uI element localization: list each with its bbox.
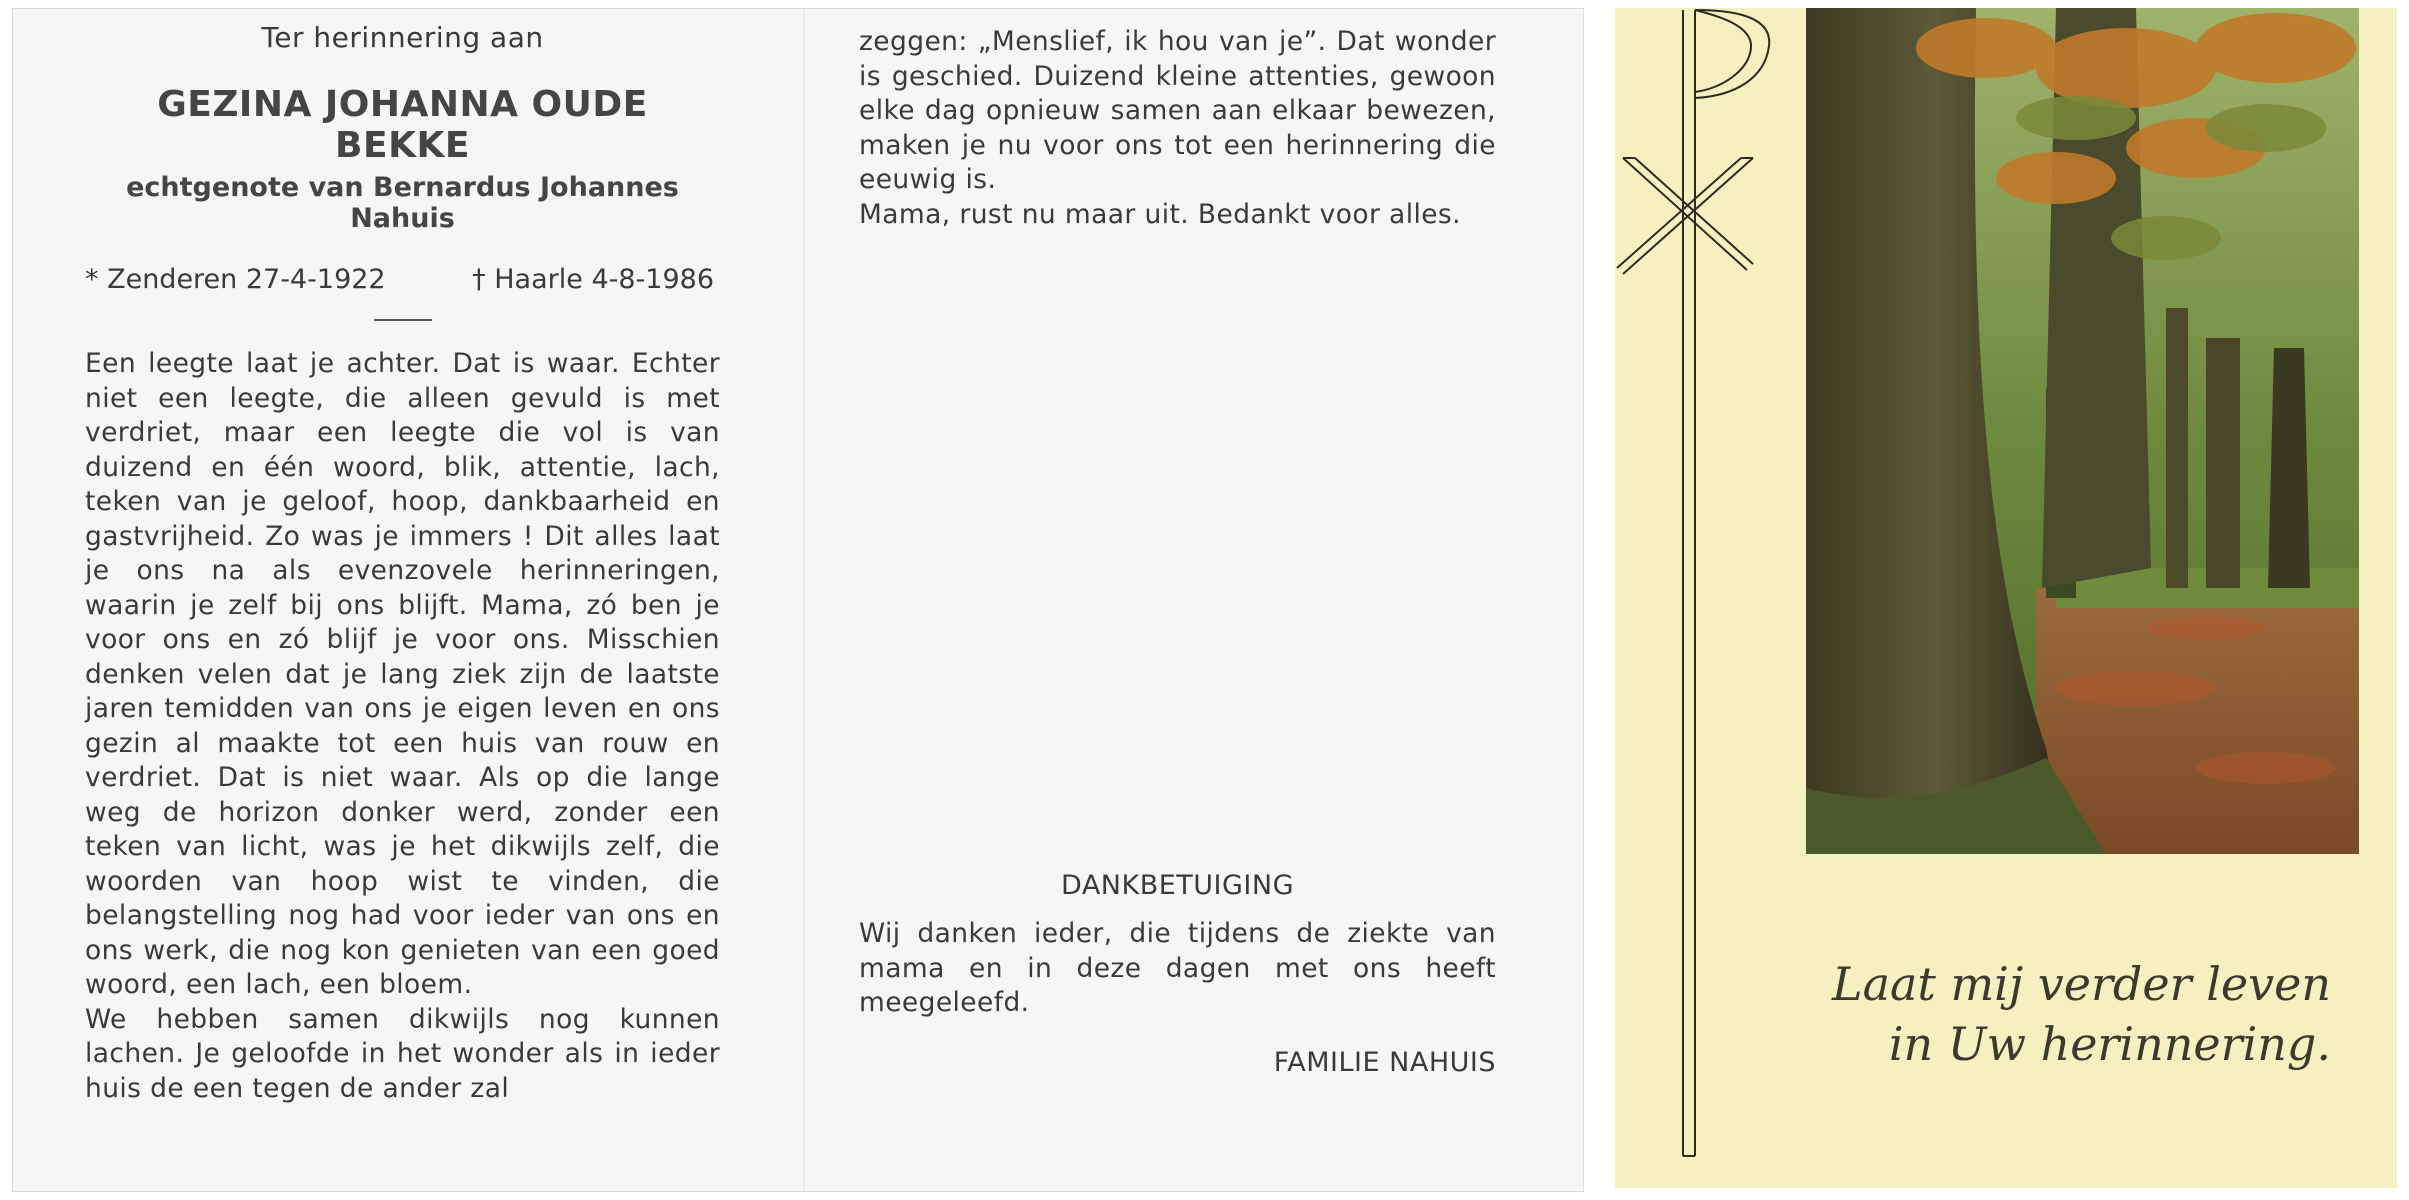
separator-line	[374, 319, 432, 321]
text-panel-right	[859, 9, 1496, 1078]
spouse-line: echtgenote van Bernardus Johannes Nahuis	[126, 172, 679, 234]
motto-line-1: Laat mij verder leven	[1832, 957, 2331, 1011]
motto-line-2: in Uw herinnering.	[1888, 1017, 2331, 1071]
paragraph: Een leegte laat je achter. Dat is waar. Echter niet een leegte, die alleen gevuld is met verdriet, maar een leegte die vol is van duizend en één woord, blik, attentie, lach, teken van je geloof, hoop, dankbaarheid en gastvrijheid. Zo was je immers ! Dit alles laat je ons na als evenzovele herinneringen, waarin je zelf bij ons blijft. Mama, zó ben je voor ons en zó blijf je voor ons. Misschien denken velen dat je lang ziek zijn de laatste jaren temidden van ons je eigen leven en ons gezin al maakte tot een huis van rouw en verdriet. Dat is niet waar. Als op die lange weg de horizon donker werd, zonder een teken van licht, was je het dikwijls zelf, die woorden van hoop wist te vinden, die belangstelling nog had voor ieder van ons en ons werk, die nog kon genieten van een goed woord, een lach, een bloem.	[85, 348, 720, 1000]
autumn-forest-photo	[1806, 8, 2359, 854]
motto-text	[1832, 954, 2331, 1074]
deceased-name: GEZINA JOHANNA OUDE BEKKE	[157, 84, 648, 166]
birth-date: * Zenderen 27-4-1922	[85, 264, 386, 295]
card-fold	[803, 9, 805, 1191]
thanks-text: Wij danken ieder, die tijdens de ziekte van mama en in deze dagen met ons heeft meegeleefd.	[859, 918, 1496, 1018]
memorial-text-continued	[859, 25, 1496, 232]
thanks-title: DANKBETUIGING	[1061, 870, 1294, 901]
death-date: † Haarle 4-8-1986	[472, 264, 714, 295]
chi-rho-icon	[1615, 8, 1806, 1188]
memorial-card-inside	[12, 8, 1584, 1192]
memorial-card-cover	[1615, 8, 2397, 1188]
memorial-text	[85, 347, 720, 1106]
paragraph: Mama, rust nu maar uit. Bedankt voor alles.	[859, 198, 1461, 230]
text-panel-left	[85, 9, 720, 1106]
life-dates	[85, 264, 720, 295]
signature: FAMILIE NAHUIS	[1273, 1046, 1496, 1078]
paragraph: zeggen: „Menslief, ik hou van je”. Dat wonder is geschied. Duizend kleine attenties, gewoon elke dag opnieuw samen aan elkaar bewezen, maken je nu voor ons tot een herinnering die eeuwig is.	[859, 26, 1496, 195]
paragraph: We hebben samen dikwijls nog kunnen lachen. Je geloofde in het wonder als in ieder huis de een tegen de ander zal	[85, 1003, 720, 1104]
intro-line: Ter herinnering aan	[261, 21, 544, 54]
